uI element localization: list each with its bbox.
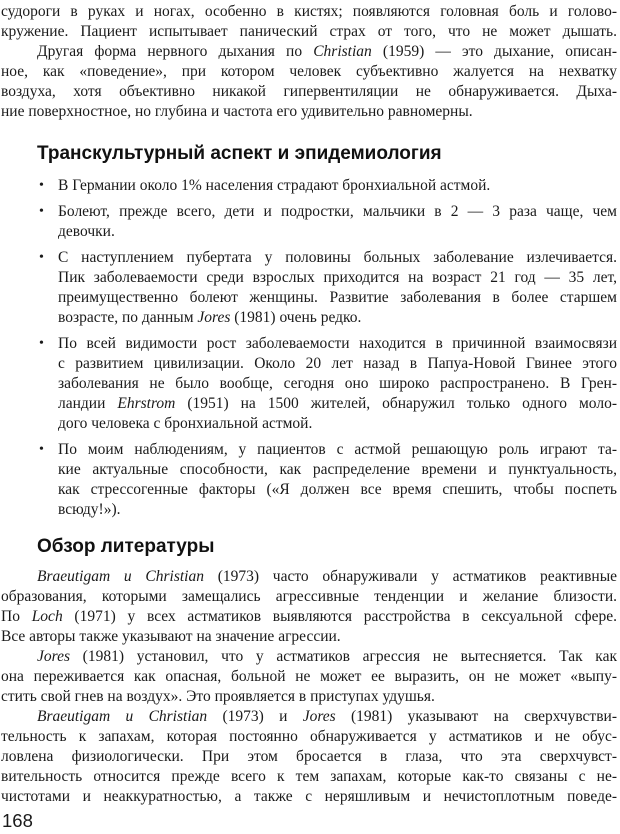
text-segment: (1981) очень редко. bbox=[230, 309, 362, 326]
text-segment: ландии bbox=[58, 395, 118, 412]
paragraph bbox=[1, 707, 617, 807]
text-line bbox=[58, 374, 617, 394]
text-line bbox=[58, 176, 617, 196]
text-segment: она переживается как опасная, больной не может ее выразить, он не может «выпу- bbox=[1, 668, 617, 685]
bullet-icon: • bbox=[39, 442, 44, 457]
text-segment: всюду!»). bbox=[58, 501, 121, 518]
text-line bbox=[1, 707, 617, 727]
text-segment: чистотами и неаккуратностью, а также с неряшливым и нечистоплотным поведе- bbox=[1, 788, 617, 805]
text-line bbox=[58, 460, 617, 480]
text-line bbox=[58, 202, 617, 222]
bullet-text bbox=[58, 202, 617, 242]
text-line bbox=[1, 607, 617, 627]
paragraph bbox=[1, 2, 617, 42]
text-segment: образования, которыми замещались агрессивные тенденции и желание близости. bbox=[1, 588, 617, 605]
text-segment: По моим наблюдениям, у пациентов с астмой решающую роль играют та- bbox=[58, 441, 617, 458]
text-line bbox=[1, 747, 617, 767]
bullet-item bbox=[1, 334, 617, 434]
bullet-text bbox=[58, 440, 617, 520]
text-line bbox=[58, 248, 617, 268]
paragraph bbox=[1, 42, 617, 122]
text-line bbox=[58, 334, 617, 354]
text-segment: тельность к запахам, которая постоянно обнаруживается у астматиков и не обус- bbox=[1, 728, 617, 745]
bullet-icon: • bbox=[39, 178, 44, 193]
author-name-italic: Ehrstrom bbox=[117, 395, 176, 412]
text-line bbox=[58, 480, 617, 500]
text-segment: С наступлением пубертата у половины больных заболевание излечивается. bbox=[58, 249, 617, 266]
text-segment: воздуха, хотя объективно никакой гипервентиляции не обнаруживается. Дыха- bbox=[1, 83, 617, 100]
epidemiology-bullet-list bbox=[1, 176, 617, 520]
author-name-italic: Braeutigam и Christian bbox=[37, 708, 208, 725]
section-heading-epidemiology: Транскультурный аспект и эпидемиология bbox=[37, 143, 442, 164]
bullet-icon: • bbox=[39, 204, 44, 219]
text-line bbox=[1, 82, 617, 102]
text-segment: (1981) установил, что у астматиков агрессия не вытесняется. Так как bbox=[70, 648, 617, 665]
text-line bbox=[1, 627, 617, 647]
text-line bbox=[1, 767, 617, 787]
text-line bbox=[1, 42, 617, 62]
text-line bbox=[1, 62, 617, 82]
bullet-icon: • bbox=[39, 336, 44, 351]
text-line bbox=[58, 354, 617, 374]
paragraph bbox=[1, 647, 617, 707]
text-line bbox=[1, 587, 617, 607]
text-segment: (1973) и bbox=[207, 708, 303, 725]
text-segment: возрасте, по данным bbox=[58, 309, 198, 326]
literature-paragraphs bbox=[1, 567, 617, 807]
text-segment: ние поверхностное, но глубина и частота его удивительно равномерны. bbox=[1, 103, 473, 120]
bullet-item bbox=[1, 176, 617, 196]
bullet-item bbox=[1, 202, 617, 242]
text-line bbox=[58, 288, 617, 308]
text-line bbox=[58, 308, 617, 328]
text-segment: с развитием цивилизации. Около 20 лет назад в Папуа-Новой Гвинее этого bbox=[58, 355, 617, 372]
text-segment: ное, как «поведение», при котором человек субъективно жалуется на нехватку bbox=[1, 63, 617, 80]
text-segment: дого человека с бронхиальной астмой. bbox=[58, 415, 313, 432]
text-segment: ловлена физиологически. При этом бросается в глаза, что эта сверхчувст- bbox=[1, 748, 617, 765]
text-segment: вительность относится прежде всего к тем запахам, которые как-то связаны с не- bbox=[1, 768, 617, 785]
author-name-italic: Jores bbox=[37, 648, 70, 665]
text-segment: В Германии около 1% населения страдают бронхиальной астмой. bbox=[58, 177, 491, 194]
text-line bbox=[58, 440, 617, 460]
text-segment: как стрессогенные факторы («Я должен все время спешить, чтобы поспеть bbox=[58, 481, 617, 498]
bullet-icon: • bbox=[39, 250, 44, 265]
text-line bbox=[58, 500, 617, 520]
text-segment: Все авторы также указывают на значение агрессии. bbox=[1, 628, 341, 645]
text-segment: По bbox=[1, 608, 32, 625]
text-segment: (1973) часто обнаруживали у астматиков реактивные bbox=[203, 568, 617, 585]
text-line bbox=[1, 102, 617, 122]
text-line bbox=[58, 394, 617, 414]
text-segment: судороги в руках и ногах, особенно в кистях; появляются головная боль и голово- bbox=[1, 3, 617, 20]
text-segment: Пик заболеваемости среди взрослых приходится на возраст 21 год — 35 лет, bbox=[58, 269, 617, 286]
text-line bbox=[58, 222, 617, 242]
author-name-italic: Christian bbox=[313, 43, 372, 60]
text-line bbox=[1, 727, 617, 747]
intro-paragraphs bbox=[1, 2, 617, 122]
author-name-italic: Braeutigam и Christian bbox=[37, 568, 204, 585]
text-segment: стить свой гнев на воздух». Это проявляется в приступах удушья. bbox=[1, 688, 435, 705]
text-segment: Другая форма нервного дыхания по bbox=[37, 43, 314, 60]
text-line bbox=[58, 414, 617, 434]
text-segment: преимущественно болеют женщины. Развитие заболевания в более старшем bbox=[58, 289, 617, 306]
text-line bbox=[1, 647, 617, 667]
author-name-italic: Jores bbox=[302, 708, 336, 725]
text-segment: девочки. bbox=[58, 223, 115, 240]
bullet-text bbox=[58, 248, 617, 328]
text-segment: Болеют, прежде всего, дети и подростки, мальчики в 2 — 3 раза чаще, чем bbox=[58, 203, 617, 220]
text-line bbox=[1, 667, 617, 687]
text-segment: кружение. Пациент испытывает панический страх от того, что не может дышать. bbox=[1, 23, 617, 40]
text-segment: (1981) указывают на сверхчувстви- bbox=[335, 708, 617, 725]
text-line bbox=[1, 2, 617, 22]
section-heading-literature: Обзор литературы bbox=[37, 536, 215, 557]
text-segment: (1959) — это дыхание, описан- bbox=[371, 43, 617, 60]
bullet-text bbox=[58, 334, 617, 434]
text-segment: По всей видимости рост заболеваемости находится в причинной взаимосвязи bbox=[58, 335, 617, 352]
text-line bbox=[1, 687, 617, 707]
bullet-item bbox=[1, 440, 617, 520]
text-line bbox=[1, 567, 617, 587]
text-segment: (1951) на 1500 жителей, обнаружил только одного моло- bbox=[175, 395, 618, 412]
bullet-item bbox=[1, 248, 617, 328]
text-line bbox=[1, 22, 617, 42]
text-segment: заболевания не было вообще, сегодня оно широко распространено. В Грен- bbox=[58, 375, 617, 392]
author-name-italic: Jores bbox=[197, 309, 231, 326]
text-line bbox=[58, 268, 617, 288]
text-segment: (1971) у всех астматиков выявляются расстройства в сексуальной сфере. bbox=[62, 608, 617, 625]
text-line bbox=[1, 787, 617, 807]
page-number: 168 bbox=[2, 810, 33, 831]
author-name-italic: Loch bbox=[31, 608, 63, 625]
paragraph bbox=[1, 567, 617, 647]
bullet-text bbox=[58, 176, 617, 196]
text-segment: кие актуальные способности, как распределение времени и пунктуальность, bbox=[58, 461, 617, 478]
